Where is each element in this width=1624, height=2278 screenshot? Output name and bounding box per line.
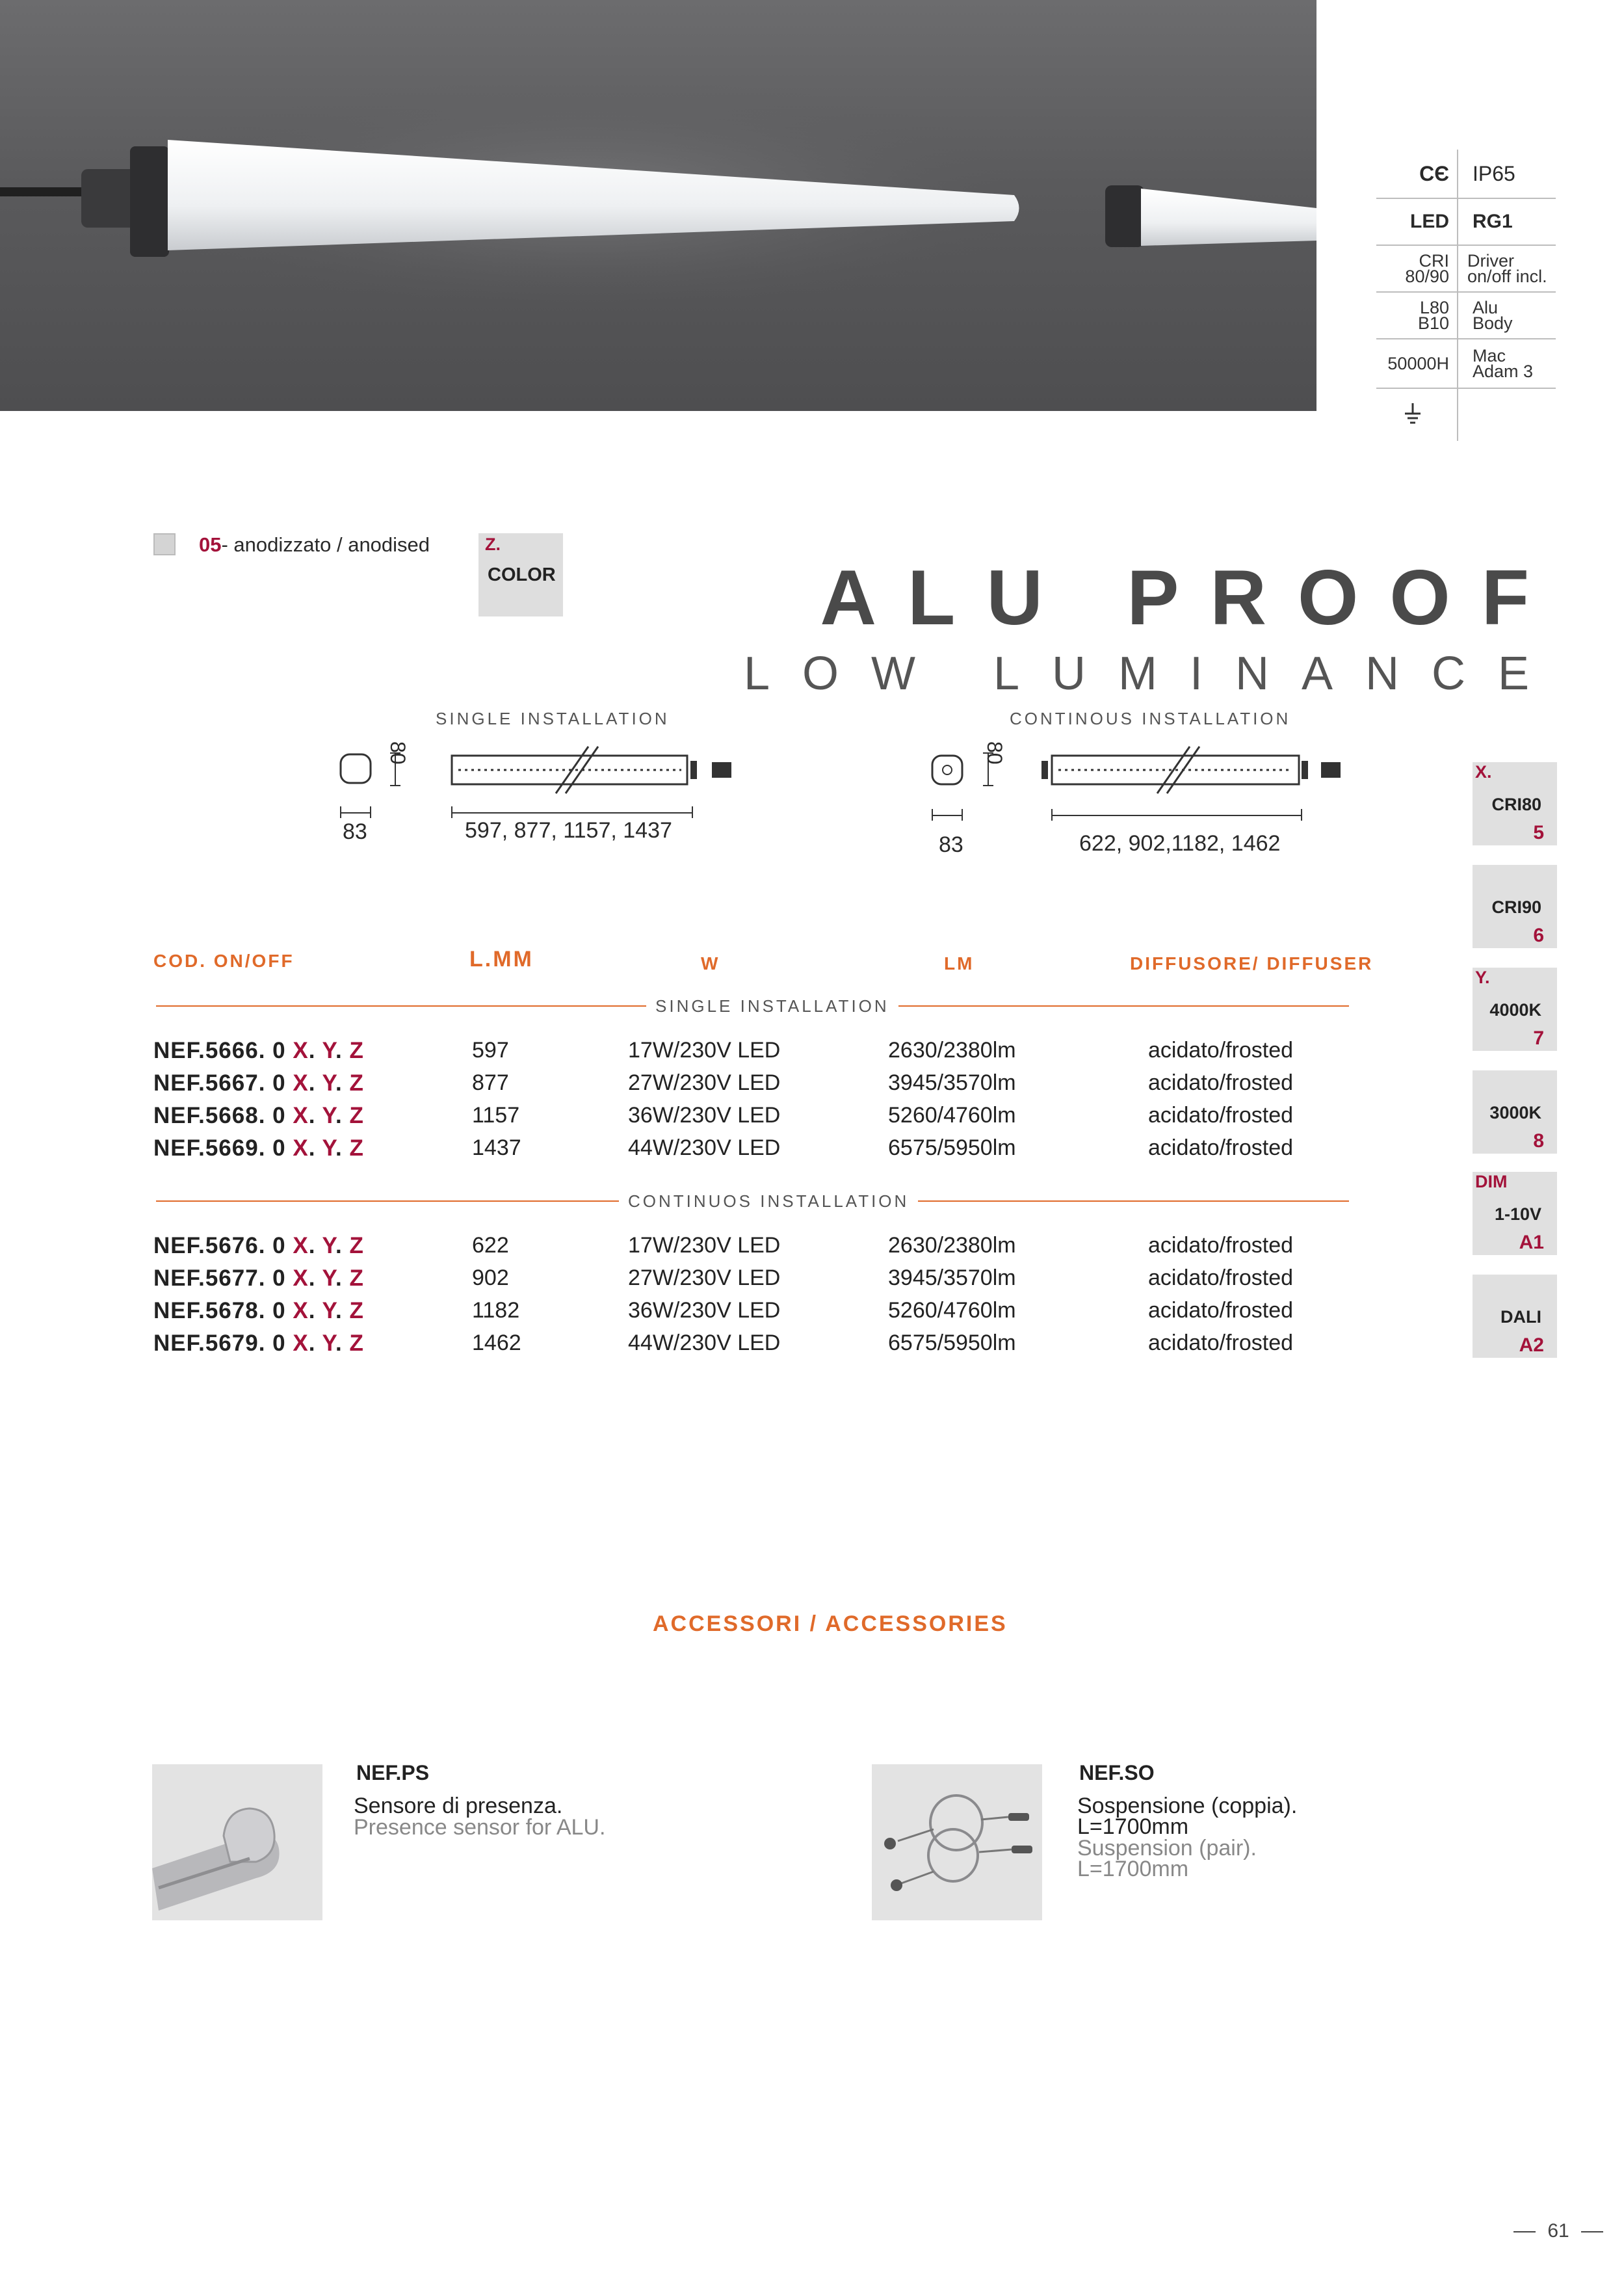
variant-y: Y: [322, 1233, 335, 1258]
finish-code: 05: [199, 533, 222, 556]
option-value: 6: [1533, 925, 1544, 946]
accessory-en-so: Suspension (pair).: [1077, 1836, 1257, 1861]
option-value: 8: [1533, 1130, 1544, 1152]
option-tab: [1473, 968, 1557, 1051]
page-number-value: 61: [1547, 2220, 1569, 2242]
option-name: DALI: [1500, 1307, 1541, 1327]
accessory-it-so-length: L=1700mm: [1077, 1814, 1189, 1839]
accessory-it-so: Sospensione (coppia).: [1077, 1794, 1298, 1818]
table-row: [153, 1233, 1356, 1264]
option-value: 5: [1533, 822, 1544, 843]
variant-y: Y: [322, 1331, 335, 1356]
variant-z: Z: [349, 1298, 364, 1323]
variant-y: Y: [322, 1070, 335, 1096]
cell-power: 36W/230V LED: [628, 1298, 781, 1323]
table-row: [153, 1331, 1356, 1362]
ground-icon: [1376, 389, 1458, 441]
accessory-code-ps: NEF.PS: [356, 1761, 430, 1784]
product-code: NEF.5667. 0 X. Y. Z: [153, 1070, 364, 1096]
finish-text: - anodizzato / anodised: [221, 533, 430, 556]
variant-x: X: [293, 1298, 309, 1323]
product-code-base: NEF.5676. 0: [153, 1233, 293, 1258]
product-code: NEF.5678. 0 X. Y. Z: [153, 1298, 364, 1323]
variant-z: Z: [349, 1038, 364, 1063]
product-code-base: NEF.5678. 0: [153, 1298, 293, 1323]
spec-row-lifetime: [1376, 293, 1556, 339]
cell-diffuser: acidato/frosted: [1148, 1331, 1294, 1355]
cell-length: 1182: [472, 1298, 520, 1323]
product-code: NEF.5668. 0 X. Y. Z: [153, 1103, 364, 1128]
cell-length: 622: [472, 1233, 509, 1258]
table-row: [153, 1298, 1356, 1329]
variant-y: Y: [322, 1038, 335, 1063]
luminaire-illustration: [0, 0, 1316, 411]
spec-row-ip: [1376, 150, 1556, 199]
cell-diffuser: acidato/frosted: [1148, 1135, 1294, 1160]
product-subtitle: LOW LUMINANCE: [743, 648, 1562, 700]
product-code-base: NEF.5668. 0: [153, 1103, 293, 1128]
table-row: [153, 1070, 1356, 1102]
product-title: ALU PROOF: [820, 554, 1560, 641]
option-value: A2: [1519, 1334, 1544, 1356]
spec-row-ground: [1376, 389, 1556, 441]
accessory-it-ps: Sensore di presenza.: [354, 1794, 563, 1818]
variant-y: Y: [322, 1265, 335, 1291]
cell-power: 27W/230V LED: [628, 1265, 781, 1290]
single-height-dim: 80: [386, 741, 410, 765]
ip-rating: IP65: [1473, 161, 1515, 185]
option-group: Y.: [1475, 968, 1490, 987]
page-number: [1513, 2220, 1603, 2242]
variant-x: X: [293, 1135, 309, 1161]
product-photo: [0, 0, 1316, 411]
cell-diffuser: acidato/frosted: [1148, 1265, 1294, 1290]
spec-table: [1376, 150, 1556, 441]
table-row: [153, 1038, 1356, 1069]
cell-length: 877: [472, 1070, 509, 1095]
option-tab: [1473, 1172, 1557, 1255]
color-tag-label: COLOR: [488, 564, 556, 585]
product-code-base: NEF.5669. 0: [153, 1135, 293, 1161]
single-lengths: 597, 877, 1157, 1437: [465, 818, 672, 843]
option-name: CRI90: [1491, 897, 1541, 917]
product-code: NEF.5677. 0 X. Y. Z: [153, 1265, 364, 1291]
cell-length: 1157: [472, 1103, 520, 1128]
cell-lumen: 6575/5950lm: [888, 1331, 1016, 1355]
variant-z: Z: [349, 1135, 364, 1161]
product-code: NEF.5669. 0 X. Y. Z: [153, 1135, 364, 1161]
spec-cri: CRI 80/90: [1376, 246, 1458, 291]
variant-x: X: [293, 1331, 309, 1356]
color-tag: [478, 533, 563, 616]
variant-z: Z: [349, 1103, 364, 1128]
variant-x: X: [293, 1103, 309, 1128]
option-group: DIM: [1475, 1172, 1508, 1191]
product-code: NEF.5676. 0 X. Y. Z: [153, 1233, 364, 1258]
continuous-installation-label: CONTINOUS INSTALLATION: [1010, 709, 1291, 728]
variant-z: Z: [349, 1070, 364, 1096]
cell-lumen: 5260/4760lm: [888, 1103, 1016, 1128]
cell-diffuser: acidato/frosted: [1148, 1070, 1294, 1095]
cell-length: 1462: [472, 1331, 521, 1355]
cell-power: 36W/230V LED: [628, 1103, 781, 1128]
option-tab: [1473, 1275, 1557, 1358]
table-row: [153, 1265, 1356, 1297]
ce-mark-icon: CЄ: [1376, 150, 1458, 198]
product-code-base: NEF.5677. 0: [153, 1265, 293, 1291]
spec-rg: RG1: [1473, 211, 1513, 232]
variant-y: Y: [322, 1298, 335, 1323]
variant-z: Z: [349, 1265, 364, 1291]
cell-lumen: 5260/4760lm: [888, 1298, 1016, 1323]
variant-z: Z: [349, 1331, 364, 1356]
spec-row-hours: [1376, 339, 1556, 389]
variant-x: X: [293, 1233, 309, 1258]
suspension-image: [872, 1764, 1042, 1920]
variant-x: X: [293, 1070, 309, 1096]
cell-lumen: 2630/2380lm: [888, 1038, 1016, 1063]
variant-x: X: [293, 1038, 309, 1063]
spec-hours: 50000H: [1376, 339, 1458, 388]
cell-power: 17W/230V LED: [628, 1038, 781, 1063]
continuous-lengths: 622, 902,1182, 1462: [1079, 831, 1281, 856]
product-code-base: NEF.5679. 0: [153, 1331, 293, 1356]
variant-z: Z: [349, 1233, 364, 1258]
cell-length: 597: [472, 1038, 509, 1063]
spec-macadam: Mac Adam 3: [1473, 346, 1534, 381]
option-name: 3000K: [1489, 1103, 1541, 1122]
cell-length: 902: [472, 1265, 509, 1290]
single-section-label: SINGLE INSTALLATION: [646, 996, 898, 1016]
option-tab: [1473, 762, 1557, 845]
option-value: A1: [1519, 1232, 1544, 1253]
spec-row-cri: [1376, 246, 1556, 293]
option-tab: [1473, 865, 1557, 948]
variant-y: Y: [322, 1135, 335, 1161]
continuous-section-label: CONTINUOS INSTALLATION: [619, 1191, 918, 1212]
cell-diffuser: acidato/frosted: [1148, 1103, 1294, 1128]
product-code: NEF.5666. 0 X. Y. Z: [153, 1038, 364, 1063]
header-diffuser: DIFFUSORE/ DIFFUSER: [1130, 953, 1374, 973]
cell-length: 1437: [472, 1135, 521, 1160]
option-name: 1-10V: [1494, 1204, 1541, 1224]
cell-power: 27W/230V LED: [628, 1070, 781, 1095]
cell-diffuser: acidato/frosted: [1148, 1298, 1294, 1323]
table-row: [153, 1103, 1356, 1134]
finish-label: [199, 533, 430, 557]
product-code: NEF.5679. 0 X. Y. Z: [153, 1331, 364, 1356]
option-name: CRI80: [1491, 795, 1541, 814]
variant-x: X: [293, 1265, 309, 1291]
continuous-width-dim: 83: [939, 832, 963, 857]
spec-body: Alu Body: [1473, 298, 1513, 333]
spec-led: LED: [1376, 199, 1458, 245]
cell-diffuser: acidato/frosted: [1148, 1233, 1294, 1258]
continuous-height-dim: 80: [983, 741, 1006, 765]
option-name: 4000K: [1489, 1000, 1541, 1020]
accessories-heading: ACCESSORI / ACCESSORIES: [653, 1611, 1008, 1636]
header-lumen: LM: [944, 953, 975, 973]
spec-driver: Driver on/off incl.: [1467, 251, 1547, 286]
option-group: X.: [1475, 762, 1492, 782]
single-installation-label: SINGLE INSTALLATION: [436, 709, 670, 728]
product-code-base: NEF.5667. 0: [153, 1070, 293, 1096]
header-code: COD. ON/OFF: [153, 951, 295, 971]
finish-swatch: [153, 533, 176, 555]
header-power: W: [701, 953, 720, 973]
cell-diffuser: acidato/frosted: [1148, 1038, 1294, 1063]
color-tag-code: Z.: [485, 535, 501, 554]
accessory-code-so: NEF.SO: [1079, 1761, 1155, 1784]
accessory-en-ps: Presence sensor for ALU.: [354, 1815, 606, 1840]
cell-power: 44W/230V LED: [628, 1135, 781, 1160]
presence-sensor-image: [152, 1764, 322, 1920]
product-code-base: NEF.5666. 0: [153, 1038, 293, 1063]
table-row: [153, 1135, 1356, 1167]
variant-y: Y: [322, 1103, 335, 1128]
cell-lumen: 3945/3570lm: [888, 1070, 1016, 1095]
single-width-dim: 83: [343, 819, 367, 844]
accessory-en-so-length: L=1700mm: [1077, 1857, 1189, 1881]
cell-lumen: 2630/2380lm: [888, 1233, 1016, 1258]
cell-power: 17W/230V LED: [628, 1233, 781, 1258]
option-tab: [1473, 1070, 1557, 1154]
spec-l80: L80 B10: [1376, 293, 1458, 338]
cell-lumen: 6575/5950lm: [888, 1135, 1016, 1160]
option-value: 7: [1533, 1027, 1544, 1049]
header-length: L.MM: [469, 947, 534, 972]
cell-lumen: 3945/3570lm: [888, 1265, 1016, 1290]
cell-power: 44W/230V LED: [628, 1331, 781, 1355]
spec-row-led: [1376, 199, 1556, 246]
